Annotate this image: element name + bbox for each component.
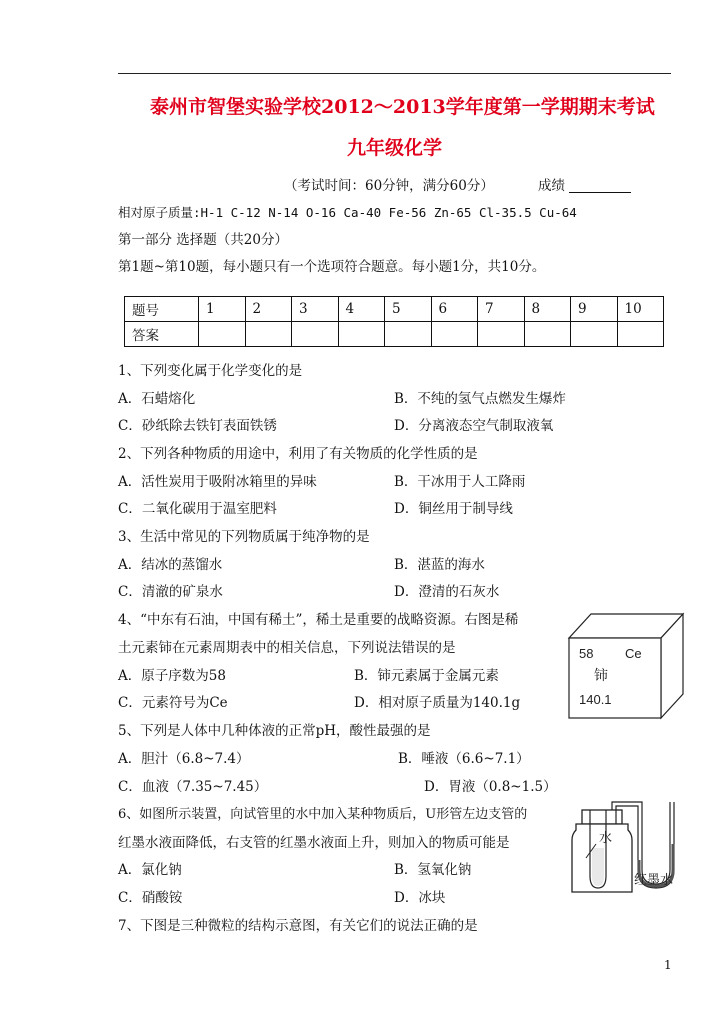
- question-number-10: 10: [617, 297, 664, 322]
- red-ink-label: 红墨水: [634, 873, 674, 888]
- q6-stem-line2: 红墨水液面降低，右支管的红墨水液面上升，则加入的物质可能是: [118, 835, 510, 851]
- exam-info: （考试时间：60分钟，满分60分）: [284, 178, 494, 194]
- answer-cell-1[interactable]: [199, 322, 246, 347]
- q1-option-b: B．不纯的氢气点燃发生爆炸: [394, 391, 566, 407]
- element-symbol: Ce: [625, 646, 642, 661]
- q5-option-d: D．胃液（0.8~1.5）: [424, 779, 557, 795]
- score-field: [538, 174, 631, 194]
- q4-stem-line1: 4、“中东有石油，中国有稀土”，稀土是重要的战略资源。右图是稀: [118, 612, 519, 628]
- q5-option-c: C．血液（7.35~7.45）: [118, 779, 268, 795]
- q5-option-a: A．胆汁（6.8~7.4）: [118, 751, 250, 767]
- question-number-5: 5: [385, 297, 432, 322]
- q4-stem-line2: 土元素铈在元素周期表中的相关信息，下列说法错误的是: [118, 640, 456, 656]
- row-label-number: 题号: [125, 297, 199, 322]
- q2-option-c: C．二氧化碳用于温室肥料: [118, 501, 277, 517]
- part1-heading: 第一部分 选择题（共20分）: [118, 232, 288, 248]
- q6-option-c: C．硝酸铵: [118, 890, 183, 906]
- question-number-1: 1: [199, 297, 246, 322]
- answer-cell-6[interactable]: [431, 322, 478, 347]
- question-number-8: 8: [524, 297, 571, 322]
- question-number-7: 7: [478, 297, 525, 322]
- element-number: 58: [579, 646, 594, 661]
- q4-option-d: D．相对原子质量为140.1g: [354, 695, 521, 711]
- q6-option-d: D．冰块: [394, 890, 446, 906]
- exam-subtitle: 九年级化学: [347, 137, 443, 159]
- water-label: 水: [599, 831, 613, 846]
- element-name: 铈: [594, 668, 608, 684]
- score-label: 成绩: [538, 178, 565, 194]
- answer-cell-10[interactable]: [617, 322, 664, 347]
- score-blank[interactable]: [569, 178, 631, 193]
- answer-cell-7[interactable]: [478, 322, 525, 347]
- answer-table: [124, 296, 664, 347]
- part1-instructions: 第1题~第10题，每小题只有一个选项符合题意。每小题1分，共10分。: [118, 259, 546, 275]
- q2-option-d: D．铜丝用于制导线: [394, 501, 513, 517]
- answer-cell-5[interactable]: [385, 322, 432, 347]
- q2-option-a: A．活性炭用于吸附冰箱里的异味: [118, 474, 317, 490]
- q2-stem: 2、下列各种物质的用途中，利用了有关物质的化学性质的是: [118, 446, 478, 462]
- answer-cell-4[interactable]: [338, 322, 385, 347]
- table-row-answers: [125, 322, 664, 347]
- q5-option-b: B．唾液（6.6~7.1）: [398, 751, 530, 767]
- header-rule: [118, 73, 671, 74]
- q5-stem: 5、下列是人体中几种体液的正常pH，酸性最强的是: [118, 723, 431, 739]
- q4-option-c: C．元素符号为Ce: [118, 695, 228, 711]
- q2-option-b: B．干冰用于人工降雨: [394, 474, 526, 490]
- q1-option-d: D．分离液态空气制取液氧: [394, 418, 554, 434]
- page-number: 1: [664, 958, 672, 972]
- q3-option-a: A．结冰的蒸馏水: [118, 557, 223, 573]
- u-tube-apparatus: [568, 800, 692, 896]
- q1-option-c: C．砂纸除去铁钉表面铁锈: [118, 418, 277, 434]
- table-row-numbers: [125, 297, 664, 322]
- q6-option-a: A．氯化钠: [118, 862, 182, 878]
- q4-option-a: A．原子序数为58: [118, 668, 226, 684]
- question-number-6: 6: [431, 297, 478, 322]
- answer-cell-9[interactable]: [571, 322, 618, 347]
- question-number-9: 9: [571, 297, 618, 322]
- question-number-3: 3: [292, 297, 339, 322]
- q1-stem: 1、下列变化属于化学变化的是: [118, 363, 303, 379]
- answer-cell-2[interactable]: [245, 322, 292, 347]
- q6-stem-line1: 6、如图所示装置，向试管里的水中加入某种物质后，U形管左边支管的: [118, 807, 528, 822]
- q3-option-b: B．湛蓝的海水: [394, 557, 485, 573]
- atomic-masses: 相对原子质量:H-1 C-12 N-14 O-16 Ca-40 Fe-56 Zn-65 Cl-35.5 Cu-64: [118, 205, 577, 220]
- q3-option-d: D．澄清的石灰水: [394, 584, 500, 600]
- element-card-cerium: [567, 608, 685, 720]
- question-number-2: 2: [245, 297, 292, 322]
- q7-stem: 7、下图是三种微粒的结构示意图，有关它们的说法正确的是: [118, 918, 478, 934]
- q3-option-c: C．清澈的矿泉水: [118, 584, 223, 600]
- q1-option-a: A．石蜡熔化: [118, 391, 196, 407]
- q3-stem: 3、生活中常见的下列物质属于纯净物的是: [118, 529, 370, 545]
- answer-cell-8[interactable]: [524, 322, 571, 347]
- exam-title: 泰州市智堡实验学校2012～2013学年度第一学期期末考试: [150, 96, 655, 118]
- q4-option-b: B．铈元素属于金属元素: [354, 668, 499, 684]
- question-number-4: 4: [338, 297, 385, 322]
- element-mass: 140.1: [579, 692, 612, 707]
- answer-cell-3[interactable]: [292, 322, 339, 347]
- row-label-answer: 答案: [125, 322, 199, 347]
- q6-option-b: B．氢氧化钠: [394, 862, 472, 878]
